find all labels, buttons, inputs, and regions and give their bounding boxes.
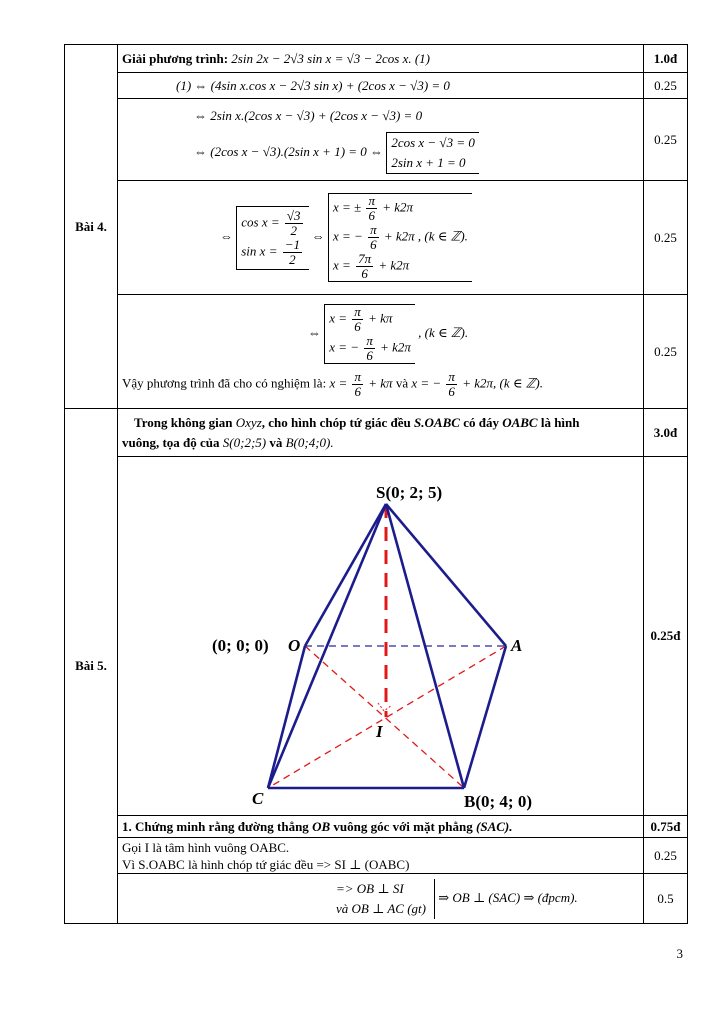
label-o-coord: (0; 0; 0) bbox=[212, 636, 269, 655]
bai5-part1-title bbox=[118, 816, 644, 838]
final-root2-lhs: x = − bbox=[329, 339, 360, 355]
bai4-step4-system bbox=[324, 304, 415, 364]
final-root1-lhs: x = bbox=[329, 310, 348, 326]
bai4-points-step1: 0.25 bbox=[644, 73, 688, 99]
frac-num: π bbox=[354, 304, 361, 319]
frac-den: 6 bbox=[366, 348, 373, 363]
intro-2: , cho hình chóp tứ giác đều bbox=[261, 414, 411, 430]
frac-num: π bbox=[448, 369, 455, 384]
proof2-result: ⇒ OB ⊥ (SAC) ⇒ (đpcm). bbox=[438, 889, 578, 905]
frac-den: 6 bbox=[448, 384, 455, 399]
bai4-step3-system1 bbox=[236, 206, 308, 270]
intro-5: vuông, tọa độ của bbox=[122, 434, 220, 450]
bai4-step4-cond: , (k ∈ ℤ). bbox=[418, 324, 469, 340]
frac-num: 7π bbox=[358, 251, 372, 266]
label-i: I bbox=[376, 722, 383, 741]
bai5-points-proof1: 0.25 bbox=[644, 838, 688, 874]
solution-table bbox=[64, 44, 688, 924]
frac-num: −1 bbox=[284, 236, 300, 252]
bai4-step2c2: 2sin x + 1 = 0 bbox=[391, 154, 466, 170]
label-s: S(0; 2; 5) bbox=[376, 483, 443, 502]
bai4-step3-arrow2: ⇔ bbox=[311, 228, 325, 244]
bai4-points-step3: 0.25 bbox=[644, 181, 688, 295]
bai5-points-proof2: 0.5 bbox=[644, 874, 688, 924]
conclusion-x2b: + k2π, (k ∈ ℤ). bbox=[462, 375, 543, 391]
right-angle-mark bbox=[378, 703, 392, 711]
root1-lhs: x = ± bbox=[333, 199, 362, 215]
label-b: B(0; 4; 0) bbox=[464, 792, 532, 811]
bai4-step2 bbox=[118, 99, 644, 181]
frac-den: 6 bbox=[368, 208, 375, 223]
bai4-title bbox=[118, 45, 644, 73]
bai4-points-step2: 0.25 bbox=[644, 99, 688, 181]
bai4-step2b: ⇔ (2cos x − √3).(2sin x + 1) = 0 ⇔ bbox=[194, 143, 384, 159]
bai4-step2c1: 2cos x − √3 = 0 bbox=[391, 134, 475, 150]
bai4-title-bold: Giải phương trình: bbox=[122, 50, 229, 66]
bai4-step4 bbox=[118, 295, 644, 409]
proof2-line1: => OB ⊥ SI bbox=[336, 880, 404, 896]
pyramid-figure bbox=[118, 457, 644, 815]
frac-num: π bbox=[366, 333, 373, 348]
frac-num: π bbox=[370, 222, 377, 237]
intro-oabc: OABC bbox=[502, 414, 538, 430]
conclusion-text: Vậy phương trình đã cho có nghiệm là: bbox=[122, 375, 327, 391]
intro-3: có đáy bbox=[463, 414, 499, 430]
edge-oc bbox=[268, 646, 305, 788]
bai4-step3-cos: cos x = bbox=[241, 213, 280, 229]
bai4-step2a: ⇔ 2sin x.(2cos x − √3) + (2cos x − √3) = 0 bbox=[194, 107, 423, 123]
bai4-step2-system bbox=[386, 132, 479, 174]
page-number: 3 bbox=[676, 946, 683, 961]
edge-so bbox=[305, 504, 386, 646]
conclusion-x2: x = − bbox=[411, 375, 442, 391]
intro-1: Trong không gian bbox=[134, 414, 233, 430]
proof1-line2: Vì S.OABC là hình chóp tứ giác đều => SI ⊥ (OABC) bbox=[122, 856, 410, 872]
bai4-points-total: 1.0đ bbox=[644, 45, 688, 73]
frac-num: π bbox=[368, 193, 375, 208]
bai5-points-total: 3.0đ bbox=[644, 409, 688, 457]
part1-title-2: vuông góc với mặt phẳng bbox=[333, 818, 473, 834]
frac-den: 2 bbox=[289, 251, 296, 267]
root3-lhs: x = bbox=[333, 257, 351, 273]
frac-den: 6 bbox=[361, 266, 368, 281]
conclusion-and: và bbox=[395, 375, 409, 391]
bai4-step1 bbox=[118, 73, 644, 99]
problem-label-bai4: Bài 4. bbox=[65, 45, 118, 409]
problem-label-bai5: Bài 5. bbox=[65, 409, 118, 924]
pyramid-figure-cell bbox=[118, 457, 644, 816]
intro-s: S(0;2;5) bbox=[222, 434, 267, 450]
label-a: A bbox=[511, 636, 523, 655]
label-c: C bbox=[252, 789, 264, 808]
frac-den: 6 bbox=[370, 237, 377, 252]
conclusion-x1: x = bbox=[329, 375, 348, 391]
bai5-part1-proof1 bbox=[118, 838, 644, 874]
bai5-intro bbox=[118, 409, 644, 457]
bai4-step3 bbox=[118, 181, 644, 295]
root2-rhs: + k2π , (k ∈ ℤ). bbox=[383, 228, 468, 244]
bai4-points-step4: 0.25 bbox=[644, 295, 688, 409]
root2-lhs: x = − bbox=[333, 228, 363, 244]
root1-rhs: + k2π bbox=[382, 199, 414, 215]
frac-num: π bbox=[354, 369, 361, 384]
root3-rhs: + k2π bbox=[378, 257, 410, 273]
part1-title-1: 1. Chứng minh rằng đường thẳng bbox=[122, 818, 309, 834]
frac-den: 2 bbox=[290, 222, 297, 238]
bai4-step3-sin: sin x = bbox=[241, 242, 278, 258]
bai4-step4-row bbox=[122, 304, 639, 364]
bai4-step2b-row bbox=[194, 132, 639, 174]
frac-den: 6 bbox=[354, 384, 361, 399]
bai5-points-figure: 0.25đ bbox=[644, 457, 688, 816]
frac-den: 6 bbox=[354, 319, 361, 334]
edge-sa bbox=[386, 504, 506, 646]
conclusion-x1b: + kπ bbox=[368, 375, 393, 391]
bai4-step4-arrow: ⇔ bbox=[308, 324, 321, 340]
proof2-system bbox=[336, 879, 435, 919]
intro-soabc: S.OABC bbox=[414, 414, 460, 430]
part1-ob: OB bbox=[312, 818, 331, 834]
proof2-line2: và OB ⊥ AC (gt) bbox=[336, 900, 426, 916]
bai5-part1-proof2 bbox=[118, 874, 644, 924]
proof1-line1: Gọi I là tâm hình vuông OABC. bbox=[122, 839, 290, 855]
label-o: O bbox=[288, 636, 301, 655]
intro-and: và bbox=[269, 434, 283, 450]
intro-oxyz: Oxyz bbox=[235, 414, 262, 430]
bai4-step3-arrow: ⇔ bbox=[220, 228, 233, 244]
final-root1-rhs: + kπ bbox=[368, 310, 393, 326]
bai5-points-part1: 0.75đ bbox=[644, 816, 688, 838]
final-root2-rhs: + k2π bbox=[380, 339, 411, 355]
bai4-conclusion bbox=[122, 370, 639, 399]
frac-num: √3 bbox=[286, 207, 301, 223]
bai4-step1-text: (1) ⇔ (4sin x.cos x − 2√3 sin x) + (2cos x − √3) = 0 bbox=[176, 77, 450, 93]
intro-b: B(0;4;0). bbox=[285, 434, 334, 450]
bai4-step3-system2 bbox=[328, 193, 472, 282]
bai4-equation: 2sin 2x − 2√3 sin x = √3 − 2cos x. (1) bbox=[231, 50, 431, 66]
intro-4: là hình bbox=[540, 414, 580, 430]
part1-sac: (SAC). bbox=[476, 818, 513, 834]
